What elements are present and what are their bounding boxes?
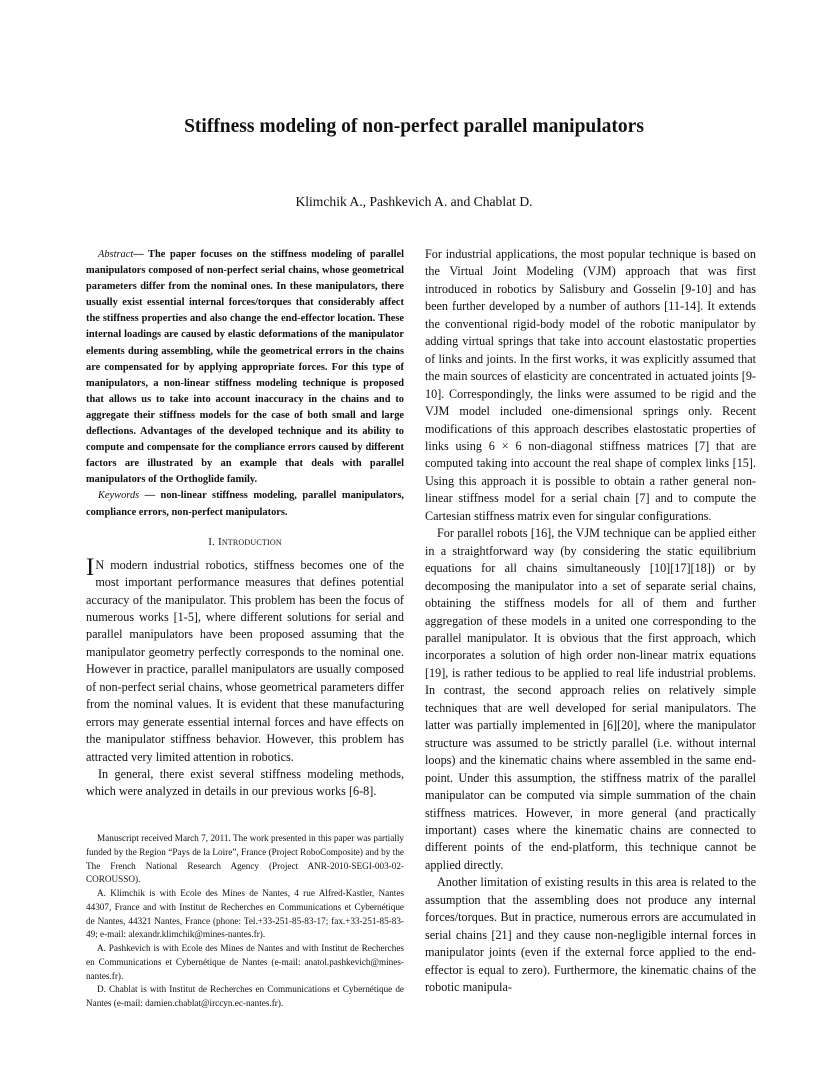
- section-number: I.: [208, 535, 216, 548]
- keywords-text: — non-linear stiffness modeling, parallel manipulators, compliance errors, non-perfect manipulators.: [86, 490, 404, 518]
- right-paragraph-2: For parallel robots [16], the VJM technique can be applied either in a straightforward way (by considering the static equilibrium equations for all chains simultaneously [10][17][18]) or by decomposing the manipulator into a set of separate serial chains, obtaining the stiffness models for all of them and further aggregation of these models in a united one corresponding to the parallel manipulator. It is obvious that the first approach, which incorporates a solution of high order non-linear matrix equations [19], is rather tedious to be applied to real life industrial problems. In contrast, the second approach relies on relatively simple techniques that are well developed for serial manipulators. The latter was partially implemented in [6][20], where the manipulator structure was assumed to be strictly parallel (i.e. without internal loops) and the kinematic chains where assembled in the same end-point. Under this assumption, the stiffness matrix of the parallel manipulator can be computed via simple summation of the chain stiffness matrices. However, in more general (and practically important) cases where the kinematic chains are connected to different points of the end-platform, this technique cannot be applied directly.: [425, 526, 756, 872]
- section-title: Introduction: [217, 535, 282, 548]
- footnotes: [86, 832, 404, 1011]
- paper-title: Stiffness modeling of non-perfect parallel manipulators: [184, 116, 644, 137]
- abstract-lead: Abstract: [98, 249, 134, 260]
- intro-paragraph-1-text: N modern industrial robotics, stiffness becomes one of the most important performance measures that defines potential accuracy of the manipulator. This problem has been the focus of numerous works [1-5], where different solutions for serial and parallel manipulators have been proposed assuming that the manipulator geometry perfectly corresponds to the nominal one. However in practice, parallel manipulators are usually composed of non-perfect serial chains, whose geometrical parameters differ from the nominal values. It is evident that these manufacturing errors may generate essential internal forces and have effects on the manipulator stiffness behavior. However, this problem has attracted very limited attention in robotics.: [86, 557, 404, 764]
- abstract: [86, 247, 404, 488]
- keywords-lead: Keywords: [98, 490, 140, 502]
- section-heading-introduction: [86, 536, 404, 548]
- right-paragraph-1: For industrial applications, the most popular technique is based on the Virtual Joint Modeling (VJM) approach that was first introduced in robotics by Salisbury and Gosselin [9-10] and has been further developed by a number of authors [11-14]. It extends the conventional rigid-body model of the robotic manipulator by adding virtual springs that take into account elastostatic properties of links and joints. In the first works, it was explicitly assumed that the main sources of elasticity are concentrated in actuated joints [9-10]. Correspondingly, the links were assumed to be rigid and the VJM model included one-dimensional springs only. Recent modifications of this approach describes elastostatic properties of links using 6 × 6 non-diagonal stiffness matrices [7] that are computed taking into account the real shape of complex links [15]. Using this approach it is possible to obtain a rather general non-linear stiffness model for a serial chain [7] and to compute the Cartesian stiffness matrix even for singular configurations.: [425, 247, 756, 523]
- right-paragraph-3: Another limitation of existing results in this area is related to the assumption that the assembling does not produce any internal forces/torques. But in practice, numerous errors are accumulated in serial chains [21] and they cause non-negligible internal forces in manipulator joints (even if the external force applied to the end-effector is equal to zero). Furthermore, the kinematic chains of the robotic manipula-: [425, 875, 756, 995]
- keywords: [86, 488, 404, 520]
- intro-paragraph-1: [86, 553, 404, 766]
- footnote-pashkevich: A. Pashkevich is with Ecole des Mines de Nantes and with Institut de Recherches en Communications et Cybernétique de Nantes (e-mail: anatol.pashkevich@mines-nantes.fr).: [86, 943, 404, 981]
- right-column: [425, 246, 756, 996]
- paper-authors: Klimchik A., Pashkevich A. and Chablat D.: [295, 194, 533, 209]
- footnote-manuscript: Manuscript received March 7, 2011. The work presented in this paper was partially funded by the Region “Pays de la Loire”, France (Project RoboComposite) and by the The French National Research Agency (Project ANR-2010-SEGI-003-02-COROUSSO).: [86, 833, 404, 885]
- footnote-klimchik: A. Klimchik is with Ecole des Mines de Nantes, 4 rue Alfred-Kastler, Nantes 44307, France and with Institut de Recherches en Communications et Cybernétique de Nantes, 44321 Nantes, France (phone: Tel.+33-251-85-83-17; fax.+33-251-85-83-49; e-mail: alexandr.klimchik@mines-nantes.fr).: [86, 888, 404, 940]
- abstract-text: — The paper focuses on the stiffness modeling of parallel manipulators composed of non-perfect serial chains, whose geometrical parameters differ from the nominal ones. In these manipulators, there usually exist essential internal forces/torques that considerably affect the stiffness properties and also change the end-effector location. These internal loadings are caused by elastic deformations of the manipulator elements during assembling, while the geometrical errors in the chains are compensated for by applying appropriate forces. For this type of manipulators, a non-linear stiffness modeling technique is proposed that allows us to take into account inaccuracy in the chains and to aggregate their stiffness models for the case of both small and large deflections. Advantages of the developed technique and its ability to compute and compensate for the compliance errors caused by different factors are illustrated by an example that deals with parallel manipulators of the Orthoglide family.: [86, 249, 404, 486]
- left-column: [86, 247, 404, 801]
- intro-paragraph-2: In general, there exist several stiffness modeling methods, which were analyzed in details in our previous works [6-8].: [86, 767, 404, 799]
- footnote-chablat: D. Chablat is with Institut de Recherches en Communications et Cybernétique de Nantes (e-mail: damien.chablat@irccyn.ec-nantes.fr).: [86, 984, 404, 1008]
- drop-cap: I: [86, 553, 95, 581]
